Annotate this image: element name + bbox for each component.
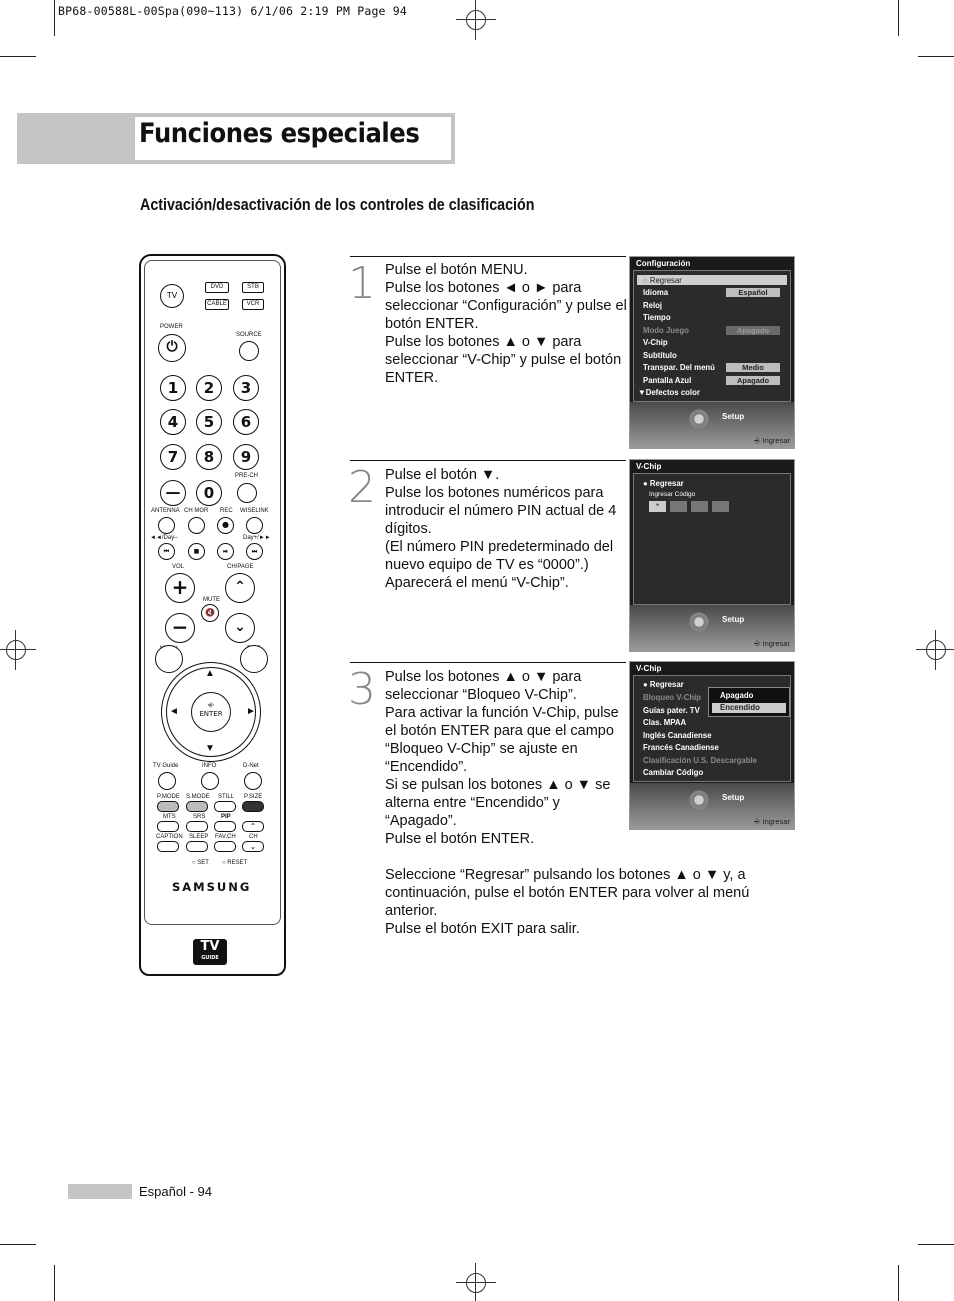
crop-mark: [918, 56, 954, 57]
dnet-button[interactable]: [244, 772, 262, 790]
psize-button[interactable]: [242, 801, 264, 812]
smode-button[interactable]: [186, 801, 208, 812]
stop-button[interactable]: ■: [188, 543, 205, 560]
step-line: Pulse el botón ▼.: [385, 467, 500, 483]
menu-item[interactable]: Cambiar Código: [643, 768, 704, 777]
pip-label: PIP: [221, 814, 231, 820]
crop-mark: [54, 1265, 55, 1301]
rec-label: REC: [220, 508, 233, 514]
menu-item[interactable]: Clas. MPAA: [643, 718, 687, 727]
power-label: POWER: [160, 324, 183, 330]
digit-6-button[interactable]: 6: [233, 409, 259, 435]
step-line: Para activar la función V-Chip, pulse el botón ENTER para que el campo “Bloqueo V-Chip” se ajuste en “Encendido”.: [385, 705, 619, 775]
page-footer: Español - 94: [139, 1184, 212, 1199]
step-line: Si se pulsan los botones ▲ o ▼ se alterna entre “Encendido” y “Apagado”.: [385, 777, 611, 829]
channel-down-button[interactable]: [225, 613, 255, 643]
option-apagado[interactable]: Apagado: [720, 691, 754, 700]
menu-value: Apagado: [726, 326, 780, 335]
psize-label: P.SIZE: [244, 794, 263, 800]
step-3-text: [385, 668, 625, 848]
digit-1-button[interactable]: 1: [160, 375, 186, 401]
set-label: ○ SET: [192, 860, 209, 866]
final-note: [385, 866, 805, 938]
sleep-button[interactable]: [186, 841, 208, 852]
tvguide-button[interactable]: [158, 772, 176, 790]
menu-item[interactable]: Inglés Canadiense: [643, 731, 712, 740]
registration-mark: [916, 630, 954, 670]
crop-mark: [0, 56, 36, 57]
favch-button[interactable]: [214, 841, 236, 852]
chmgr-label: CH MGR: [184, 508, 209, 514]
footer-label: Setup: [722, 412, 745, 421]
step-line: Pulse los botones ◄ o ► para seleccionar “Configuración” y pulse el botón ENTER.: [385, 280, 627, 332]
dash-button[interactable]: —: [160, 480, 186, 506]
step-divider: [350, 460, 626, 461]
step-line: Pulse el botón MENU.: [385, 262, 528, 278]
mute-button[interactable]: [201, 604, 219, 622]
menu-button[interactable]: [155, 645, 183, 673]
digit-0-button[interactable]: 0: [196, 480, 222, 506]
pip-button[interactable]: [214, 821, 236, 832]
menu-item: Modo Juego: [643, 326, 689, 335]
menu-value: Apagado: [726, 376, 780, 385]
play-pause-button[interactable]: ⏯: [217, 543, 234, 560]
rec-button[interactable]: ●: [217, 517, 234, 534]
option-popup: [708, 687, 790, 717]
channel-up-button[interactable]: [225, 573, 255, 603]
menu-item[interactable]: Bloqueo V-Chip: [643, 693, 702, 702]
osd-vchip-screen: [629, 661, 795, 830]
caption-button[interactable]: [157, 841, 179, 852]
osd-config-screen: [629, 256, 795, 449]
fast-forward-button[interactable]: ⏭: [246, 543, 263, 560]
menu-item[interactable]: ▼Defectos color: [638, 388, 700, 397]
menu-item: Clasificación U.S. Descargable: [643, 756, 757, 765]
cable-mode-button[interactable]: CABLE: [205, 299, 229, 310]
digit-2-button[interactable]: 2: [196, 375, 222, 401]
step-divider: [350, 662, 626, 663]
crop-mark: [898, 1265, 899, 1301]
osd-title: V-Chip: [636, 664, 662, 673]
mute-label: MUTE: [203, 597, 220, 603]
mute-icon: 🔇: [205, 608, 215, 617]
step-number: 3: [348, 664, 376, 715]
digit-9-button[interactable]: 9: [233, 444, 259, 470]
step-divider: [350, 256, 626, 257]
tvguide-logo: TV GUIDE: [193, 939, 227, 965]
chevron-up-icon: ⌃: [234, 579, 246, 595]
reset-label: ○ RESET: [222, 860, 248, 866]
menu-item[interactable]: Guías pater. TV: [643, 706, 700, 715]
vcr-mode-button[interactable]: VCR: [242, 299, 264, 310]
menu-value: Medio: [726, 363, 780, 372]
favch-label: FAV.CH: [215, 834, 236, 840]
pin-digit[interactable]: [691, 501, 708, 512]
wiselink-label: WISELINK: [240, 508, 269, 514]
enter-icon: ⎆: [754, 639, 763, 648]
note-line: Seleccione “Regresar” pulsando los botones ▲ o ▼ y, a continuación, pulse el botón ENTER para volver al menú anterior.: [385, 867, 750, 919]
registration-mark: [456, 1263, 496, 1301]
osd-pin-panel: [633, 473, 791, 605]
volume-up-button[interactable]: +: [165, 573, 195, 603]
menu-item[interactable]: Pantalla Azul: [643, 376, 692, 385]
source-button[interactable]: [239, 341, 259, 361]
still-label: STILL: [218, 794, 235, 800]
nav-down-button[interactable]: ▼: [205, 743, 215, 754]
menu-item[interactable]: Reloj: [643, 301, 663, 310]
osd-title: V-Chip: [636, 462, 662, 471]
osd-footer: [630, 402, 794, 448]
power-button[interactable]: [158, 334, 186, 362]
ch-up-small-button[interactable]: ⌃: [242, 821, 264, 832]
sleep-label: SLEEP: [189, 834, 209, 840]
srs-label: SRS: [193, 814, 206, 820]
osd-footer: [630, 605, 794, 651]
gear-icon: [688, 789, 710, 811]
enter-hint: ⎆ Ingresar: [754, 639, 790, 648]
day-plus-label: Day+/►►: [243, 535, 271, 541]
menu-item[interactable]: V-Chip: [643, 338, 668, 347]
note-line: Pulse el botón EXIT para salir.: [385, 921, 580, 937]
footer-label: Setup: [722, 615, 745, 624]
digit-3-button[interactable]: 3: [233, 375, 259, 401]
ch-label: CH: [249, 834, 258, 840]
step-number: 2: [348, 462, 376, 513]
prech-button[interactable]: [237, 483, 257, 503]
menu-item[interactable]: Idioma: [643, 288, 669, 297]
volume-down-button[interactable]: −: [165, 613, 195, 643]
source-label: SOURCE: [236, 332, 262, 338]
antenna-button[interactable]: [158, 517, 175, 534]
pmode-label: P.MODE: [157, 794, 180, 800]
dvd-mode-button[interactable]: DVD: [205, 282, 229, 293]
nav-up-button[interactable]: ▲: [205, 668, 215, 679]
vol-label: VOL: [172, 564, 185, 570]
enter-hint: ⎆ Ingresar: [754, 436, 790, 445]
dnet-label: D-Net: [243, 763, 259, 769]
option-encendido[interactable]: Encendido: [712, 703, 786, 713]
section-subtitle: Activación/desactivación de los controles de clasificación: [140, 195, 535, 214]
step-line: (El número PIN predeterminado del nuevo equipo de TV es “0000”.): [385, 539, 614, 573]
nav-left-button[interactable]: ◄: [169, 706, 179, 717]
power-icon: ⏻: [166, 339, 178, 355]
digit-4-button[interactable]: 4: [160, 409, 186, 435]
srs-button[interactable]: [186, 821, 208, 832]
step-line: Pulse los botones numéricos para introducir el número PIN actual de 4 dígitos.: [385, 485, 617, 537]
menu-item[interactable]: Francés Canadiense: [643, 743, 719, 752]
rewind-button[interactable]: ⏮: [158, 543, 175, 560]
footer-label: Setup: [722, 793, 745, 802]
chmgr-button[interactable]: [188, 517, 205, 534]
gear-icon: [688, 408, 710, 430]
mts-label: MTS: [163, 814, 176, 820]
menu-item-back[interactable]: ◌ Regresar: [643, 276, 682, 285]
chevron-down-icon: ⌄: [234, 619, 246, 635]
step-line: Pulse los botones ▲ o ▼ para seleccionar “V-Chip” y pulse el botón ENTER.: [385, 334, 622, 386]
print-slug: BP68-00588L-00Spa(090~113) 6/1/06 2:19 PM Page 94: [58, 4, 408, 18]
enter-icon: ⎆: [754, 817, 763, 826]
osd-menu-panel: [633, 675, 791, 782]
page-title: Funciones especiales: [139, 118, 420, 149]
enter-hint: ⎆ Ingresar: [754, 817, 790, 826]
step-line: Aparecerá el menú “V-Chip”.: [385, 575, 569, 591]
step-line: Pulse los botones ▲ o ▼ para seleccionar “Bloqueo V-Chip”.: [385, 669, 582, 703]
wiselink-button[interactable]: [246, 517, 263, 534]
pin-digit[interactable]: *: [649, 501, 666, 512]
info-button[interactable]: [201, 772, 219, 790]
enter-button[interactable]: ⎆ ENTER: [191, 692, 231, 732]
osd-pin-screen: [629, 459, 795, 652]
nav-right-button[interactable]: ►: [246, 706, 256, 717]
stb-mode-button[interactable]: STB: [242, 282, 264, 293]
footer-bar: [68, 1184, 132, 1199]
menu-item[interactable]: Subtítulo: [643, 351, 677, 360]
crop-mark: [54, 0, 55, 36]
antenna-label: ANTENNA: [151, 508, 180, 514]
caption-label: CAPTION: [156, 834, 183, 840]
registration-mark: [0, 630, 36, 670]
osd-menu-panel: [633, 270, 791, 402]
menu-item[interactable]: Tiempo: [643, 313, 671, 322]
registration-mark: [456, 0, 496, 40]
day-minus-label: ◄◄/Day–: [150, 535, 178, 541]
chpage-label: CH/PAGE: [227, 564, 254, 570]
tvguide-label: TV Guide: [153, 763, 179, 769]
pin-digit[interactable]: [712, 501, 729, 512]
crop-mark: [0, 1244, 36, 1245]
info-label: INFO: [202, 763, 217, 769]
prech-label: PRE-CH: [235, 473, 259, 479]
still-button[interactable]: [214, 801, 236, 812]
tv-mode-button[interactable]: TV: [160, 284, 184, 308]
digit-8-button[interactable]: 8: [196, 444, 222, 470]
enter-icon: ⎆: [208, 701, 214, 709]
mts-button[interactable]: [157, 821, 179, 832]
enter-icon: ⎆: [754, 436, 763, 445]
ch-down-small-button[interactable]: ⌄: [242, 841, 264, 852]
pin-prompt: Ingresar Código: [649, 491, 696, 498]
menu-value: Español: [726, 288, 780, 297]
menu-item[interactable]: Transpar. Del menú: [643, 363, 715, 372]
menu-item-back[interactable]: ● Regresar: [643, 479, 684, 488]
pin-digit[interactable]: [670, 501, 687, 512]
step-2-text: [385, 466, 633, 592]
osd-title: Configuración: [636, 259, 691, 268]
samsung-logo: SAMSUNG: [172, 880, 252, 894]
menu-item-back[interactable]: ● Regresar: [643, 680, 684, 689]
crop-mark: [918, 1244, 954, 1245]
gear-icon: [688, 611, 710, 633]
step-line: Pulse el botón ENTER.: [385, 831, 535, 847]
digit-7-button[interactable]: 7: [160, 444, 186, 470]
digit-5-button[interactable]: 5: [196, 409, 222, 435]
crop-mark: [898, 0, 899, 36]
osd-footer: [630, 783, 794, 829]
pmode-button[interactable]: [157, 801, 179, 812]
exit-button[interactable]: [240, 645, 268, 673]
smode-label: S.MODE: [186, 794, 210, 800]
step-number: 1: [348, 258, 376, 309]
step-1-text: [385, 261, 633, 387]
